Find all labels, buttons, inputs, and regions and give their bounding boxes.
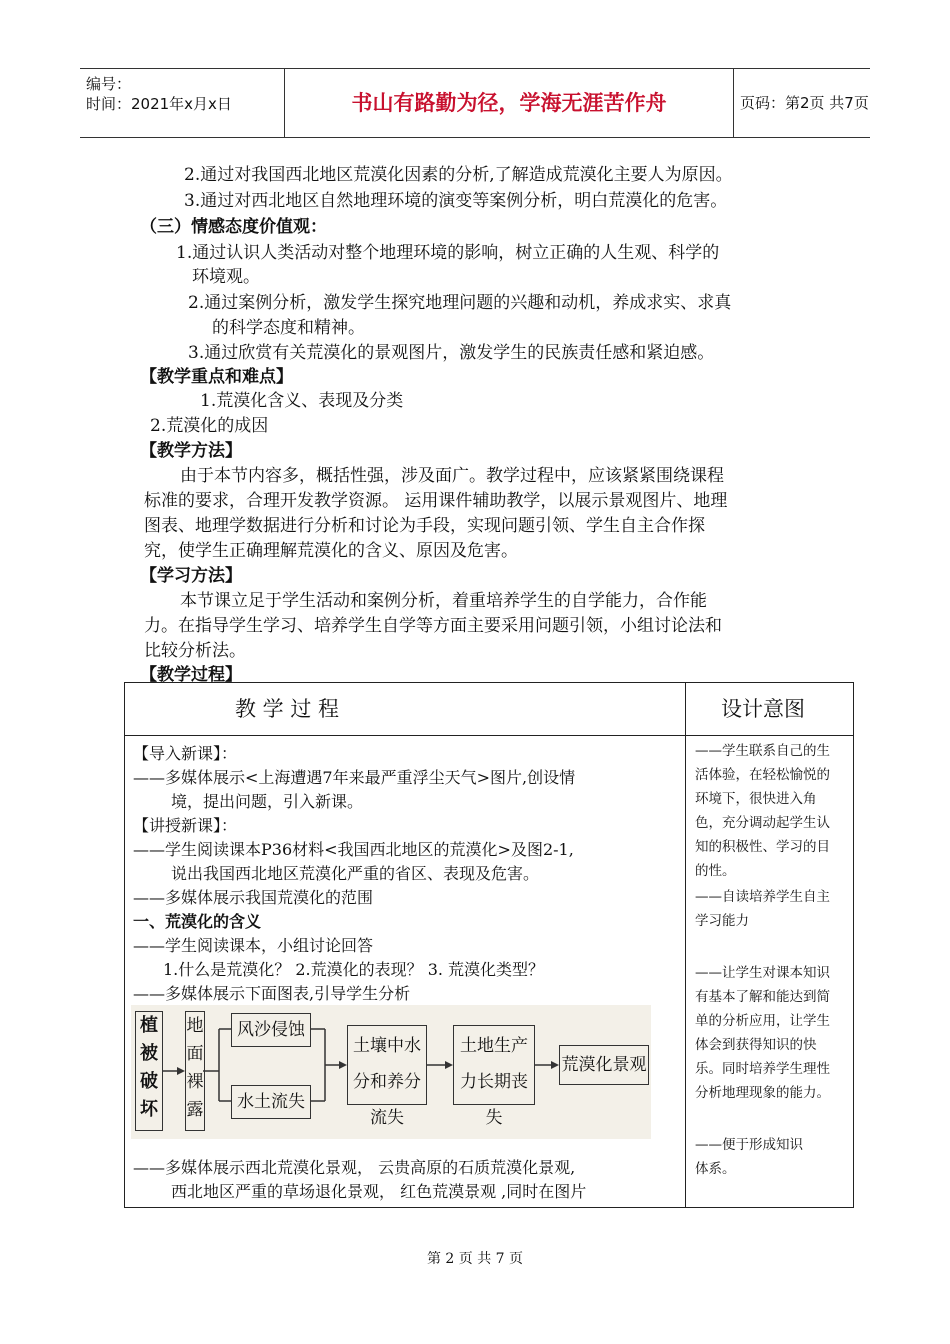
header-page-info: 页码：第2页 共7页	[740, 94, 869, 112]
intent-line: 分析地理现象的能力。	[695, 1085, 830, 1101]
header-motto: 书山有路勤为径，学海无涯苦作舟	[284, 69, 734, 137]
time-label: 时间：2021年x月x日	[86, 95, 232, 113]
table-row: 1.什么是荒漠化？ 2.荒漠化的表现？ 3. 荒漠化类型？	[163, 960, 545, 979]
section-heading: 【教学过程】	[140, 665, 242, 685]
intent-line: 体系。	[695, 1161, 736, 1177]
table-row: 说出我国西北地区荒漠化严重的省区、表现及危害。	[171, 864, 540, 883]
table-row: ——学生阅读课本P36材料<我国西北地区的荒漠化>及图2-1,	[133, 840, 574, 859]
flow-box-water: 水土流失	[231, 1085, 311, 1119]
table-row: 【讲授新课】：	[133, 816, 238, 835]
text-line: 标准的要求，合理开发教学资源。 运用课件辅助教学，以展示景观图片、地理	[144, 491, 728, 511]
text-line: 3.通过欣赏有关荒漠化的景观图片，激发学生的民族责任感和紧迫感。	[188, 343, 715, 363]
subsection-heading: 一、荒漠化的含义	[133, 912, 262, 931]
text-line: 图表、地理学数据进行分析和讨论为手段，实现问题引领、学生自主合作探	[144, 516, 705, 536]
desertification-flow-diagram	[131, 1005, 651, 1139]
intent-line: ——学生联系自己的生	[695, 743, 830, 759]
intent-line: 乐。同时培养学生理性	[695, 1061, 830, 1077]
flow-box-wind: 风沙侵蚀	[231, 1013, 311, 1047]
intent-line: ——便于形成知识	[695, 1137, 803, 1153]
intent-line: 色，充分调动起学生认	[695, 815, 830, 831]
flow-box-land: 土地生产力长期丧失	[453, 1025, 535, 1105]
table-row: 西北地区严重的草场退化景观， 红色荒漠景观 ,同时在图片	[171, 1182, 587, 1201]
text-line: 1.通过认识人类活动对整个地理环境的影响，树立正确的人生观、科学的	[176, 243, 720, 263]
intent-line: 学习能力	[695, 913, 749, 929]
text-line: 环境观。	[192, 267, 260, 287]
text-line: 由于本节内容多，概括性强，涉及面广。教学过程中，应该紧紧围绕课程	[180, 466, 724, 486]
flow-box-ground: 地面裸露	[185, 1011, 205, 1131]
intent-line: 单的分析应用，让学生	[695, 1013, 830, 1029]
number-label: 编号：	[86, 75, 132, 93]
intent-line: 知的积极性、学习的目	[695, 839, 830, 855]
flow-box-result: 荒漠化景观	[559, 1045, 649, 1085]
text-line: 本节课立足于学生活动和案例分析，着重培养学生的自学能力，合作能	[180, 591, 707, 611]
teaching-process-table	[124, 682, 854, 1208]
intent-line: ——自读培养学生自主	[695, 889, 830, 905]
intent-line: 有基本了解和能达到简	[695, 989, 830, 1005]
column-divider	[685, 683, 686, 1207]
text-line: 3.通过对西北地区自然地理环境的演变等案例分析，明白荒漠化的危害。	[184, 191, 728, 211]
header-meta	[80, 69, 280, 137]
table-row: ——多媒体展示我国荒漠化的范围	[133, 888, 374, 907]
text-line: 2.通过案例分析，激发学生探究地理问题的兴趣和动机，养成求实、求真	[188, 293, 732, 313]
table-row: ——学生阅读课本，小组讨论回答	[133, 936, 374, 955]
intent-line: ——让学生对课本知识	[695, 965, 830, 981]
text-line: 究，使学生正确理解荒漠化的含义、原因及危害。	[144, 541, 518, 561]
flow-box-vegetation: 植被破坏	[135, 1011, 163, 1131]
text-line: 力。在指导学生学习、培养学生自学等方面主要采用问题引领，小组讨论法和	[144, 616, 722, 636]
table-row: ——多媒体展示<上海遭遇7年来最严重浮尘天气>图片,创设情	[133, 768, 576, 787]
text-line: 比较分析法。	[144, 641, 246, 661]
intent-line: 活体验，在轻松愉悦的	[695, 767, 830, 783]
table-row: ——多媒体展示西北荒漠化景观， 云贵高原的石质荒漠化景观,	[133, 1158, 576, 1177]
text-line: 2.通过对我国西北地区荒漠化因素的分析,了解造成荒漠化主要人为原因。	[184, 165, 733, 185]
section-heading: （三）情感态度价值观：	[140, 217, 327, 237]
table-row: 【导入新课】：	[133, 744, 238, 763]
text-line: 的科学态度和精神。	[212, 318, 365, 338]
intent-line: 环境下，很快进入角	[695, 791, 817, 807]
table-row: ——多媒体展示下面图表,引导学生分析	[133, 984, 411, 1003]
header-divider	[125, 735, 853, 736]
text-line: 1.荒漠化含义、表现及分类	[200, 391, 404, 411]
section-heading: 【学习方法】	[140, 566, 242, 586]
page-footer: 第 2 页 共 7 页	[426, 1251, 524, 1267]
flow-box-soil: 土壤中水分和养分流失	[347, 1025, 427, 1105]
section-heading: 【教学方法】	[140, 441, 242, 461]
table-header-intent: 设计意图	[721, 697, 805, 721]
table-row: 境，提出问题，引入新课。	[171, 792, 364, 811]
intent-line: 的性。	[695, 863, 736, 879]
text-line: 2.荒漠化的成因	[150, 416, 269, 436]
page-header	[80, 68, 870, 138]
table-header-process: 教 学 过 程	[235, 697, 340, 721]
intent-line: 体会到获得知识的快	[695, 1037, 817, 1053]
section-heading: 【教学重点和难点】	[140, 367, 293, 387]
